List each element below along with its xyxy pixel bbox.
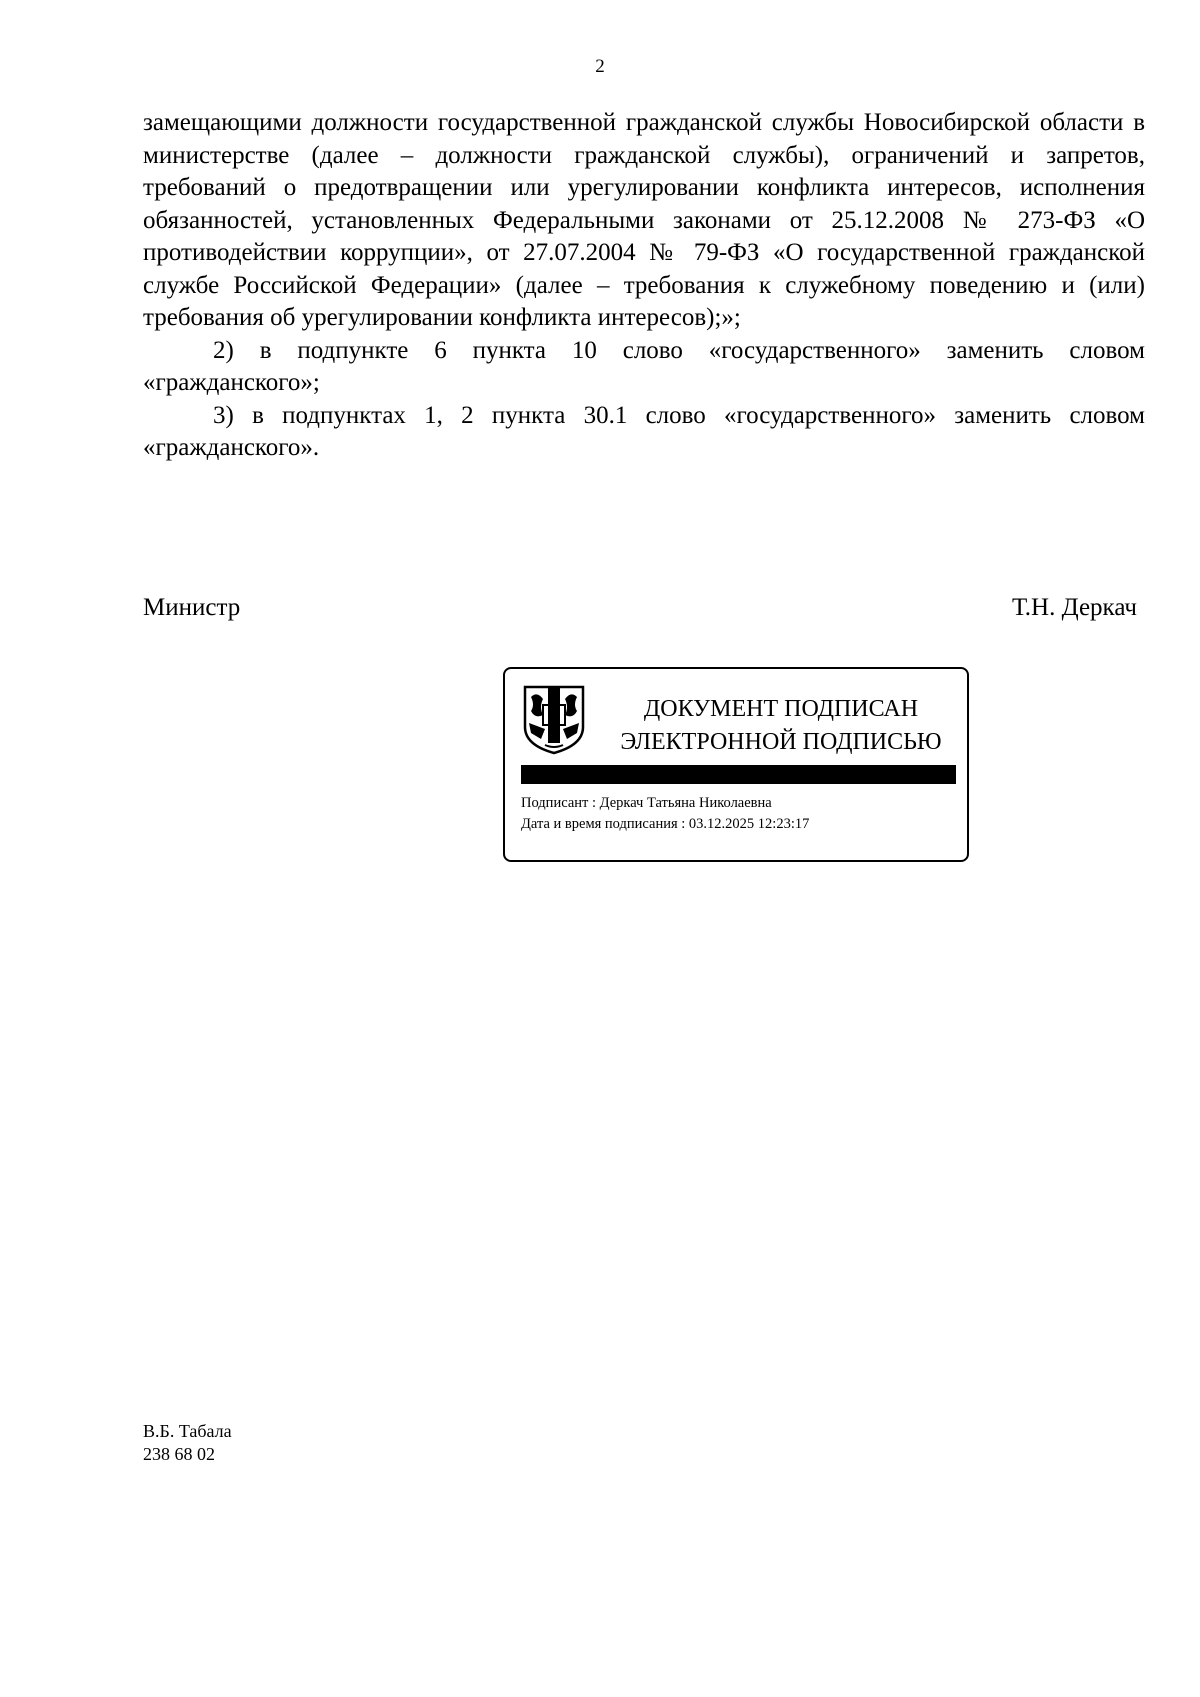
stamp-info <box>521 793 809 835</box>
page-number: 2 <box>595 56 605 77</box>
stamp-title <box>605 693 957 759</box>
paragraph-item-3: 3) в подпунктах 1, 2 пункта 30.1 слово «государственного» заменить словом «гражданского». <box>143 401 1145 461</box>
coat-of-arms-icon <box>521 683 587 755</box>
executor-phone: 238 68 02 <box>143 1444 215 1464</box>
paragraph-item-2: 2) в подпункте 6 пункта 10 слово «государственного» заменить словом «гражданского»; <box>143 336 1145 396</box>
paragraph-continuation: замещающими должности государственной гражданской службы Новосибирской области в министерстве (далее – должности гражданской службы), ограничений и запретов, требований о предотвращении или урегулировании конфликта интересов, исполнения обязанностей, установленных Федеральными законами от 25.12.2008 № 273-ФЗ «О противодействии коррупции», от 27.07.2004 № 79-ФЗ «О государственной гражданской службе Российской Федерации» (далее – требования к служебному поведению и (или) требования об урегулировании конфликта интересов);»; <box>143 109 1145 331</box>
signatory-name: Т.Н. Деркач <box>1012 594 1137 621</box>
stamp-title-line1: ДОКУМЕНТ ПОДПИСАН <box>643 696 919 722</box>
executor-footer <box>143 1420 232 1466</box>
stamp-title-line2: ЭЛЕКТРОННОЙ ПОДПИСЬЮ <box>620 729 942 755</box>
stamp-datetime: Дата и время подписания : 03.12.2025 12:23:17 <box>521 816 810 832</box>
stamp-signer: Подписант : Деркач Татьяна Николаевна <box>521 795 772 811</box>
signature-block <box>143 594 1137 622</box>
stamp-certificate-bar <box>521 765 956 784</box>
document-body <box>143 107 1145 465</box>
signatory-position: Министр <box>143 594 241 621</box>
electronic-signature-stamp <box>503 667 969 862</box>
executor-name: В.Б. Табала <box>143 1421 232 1441</box>
